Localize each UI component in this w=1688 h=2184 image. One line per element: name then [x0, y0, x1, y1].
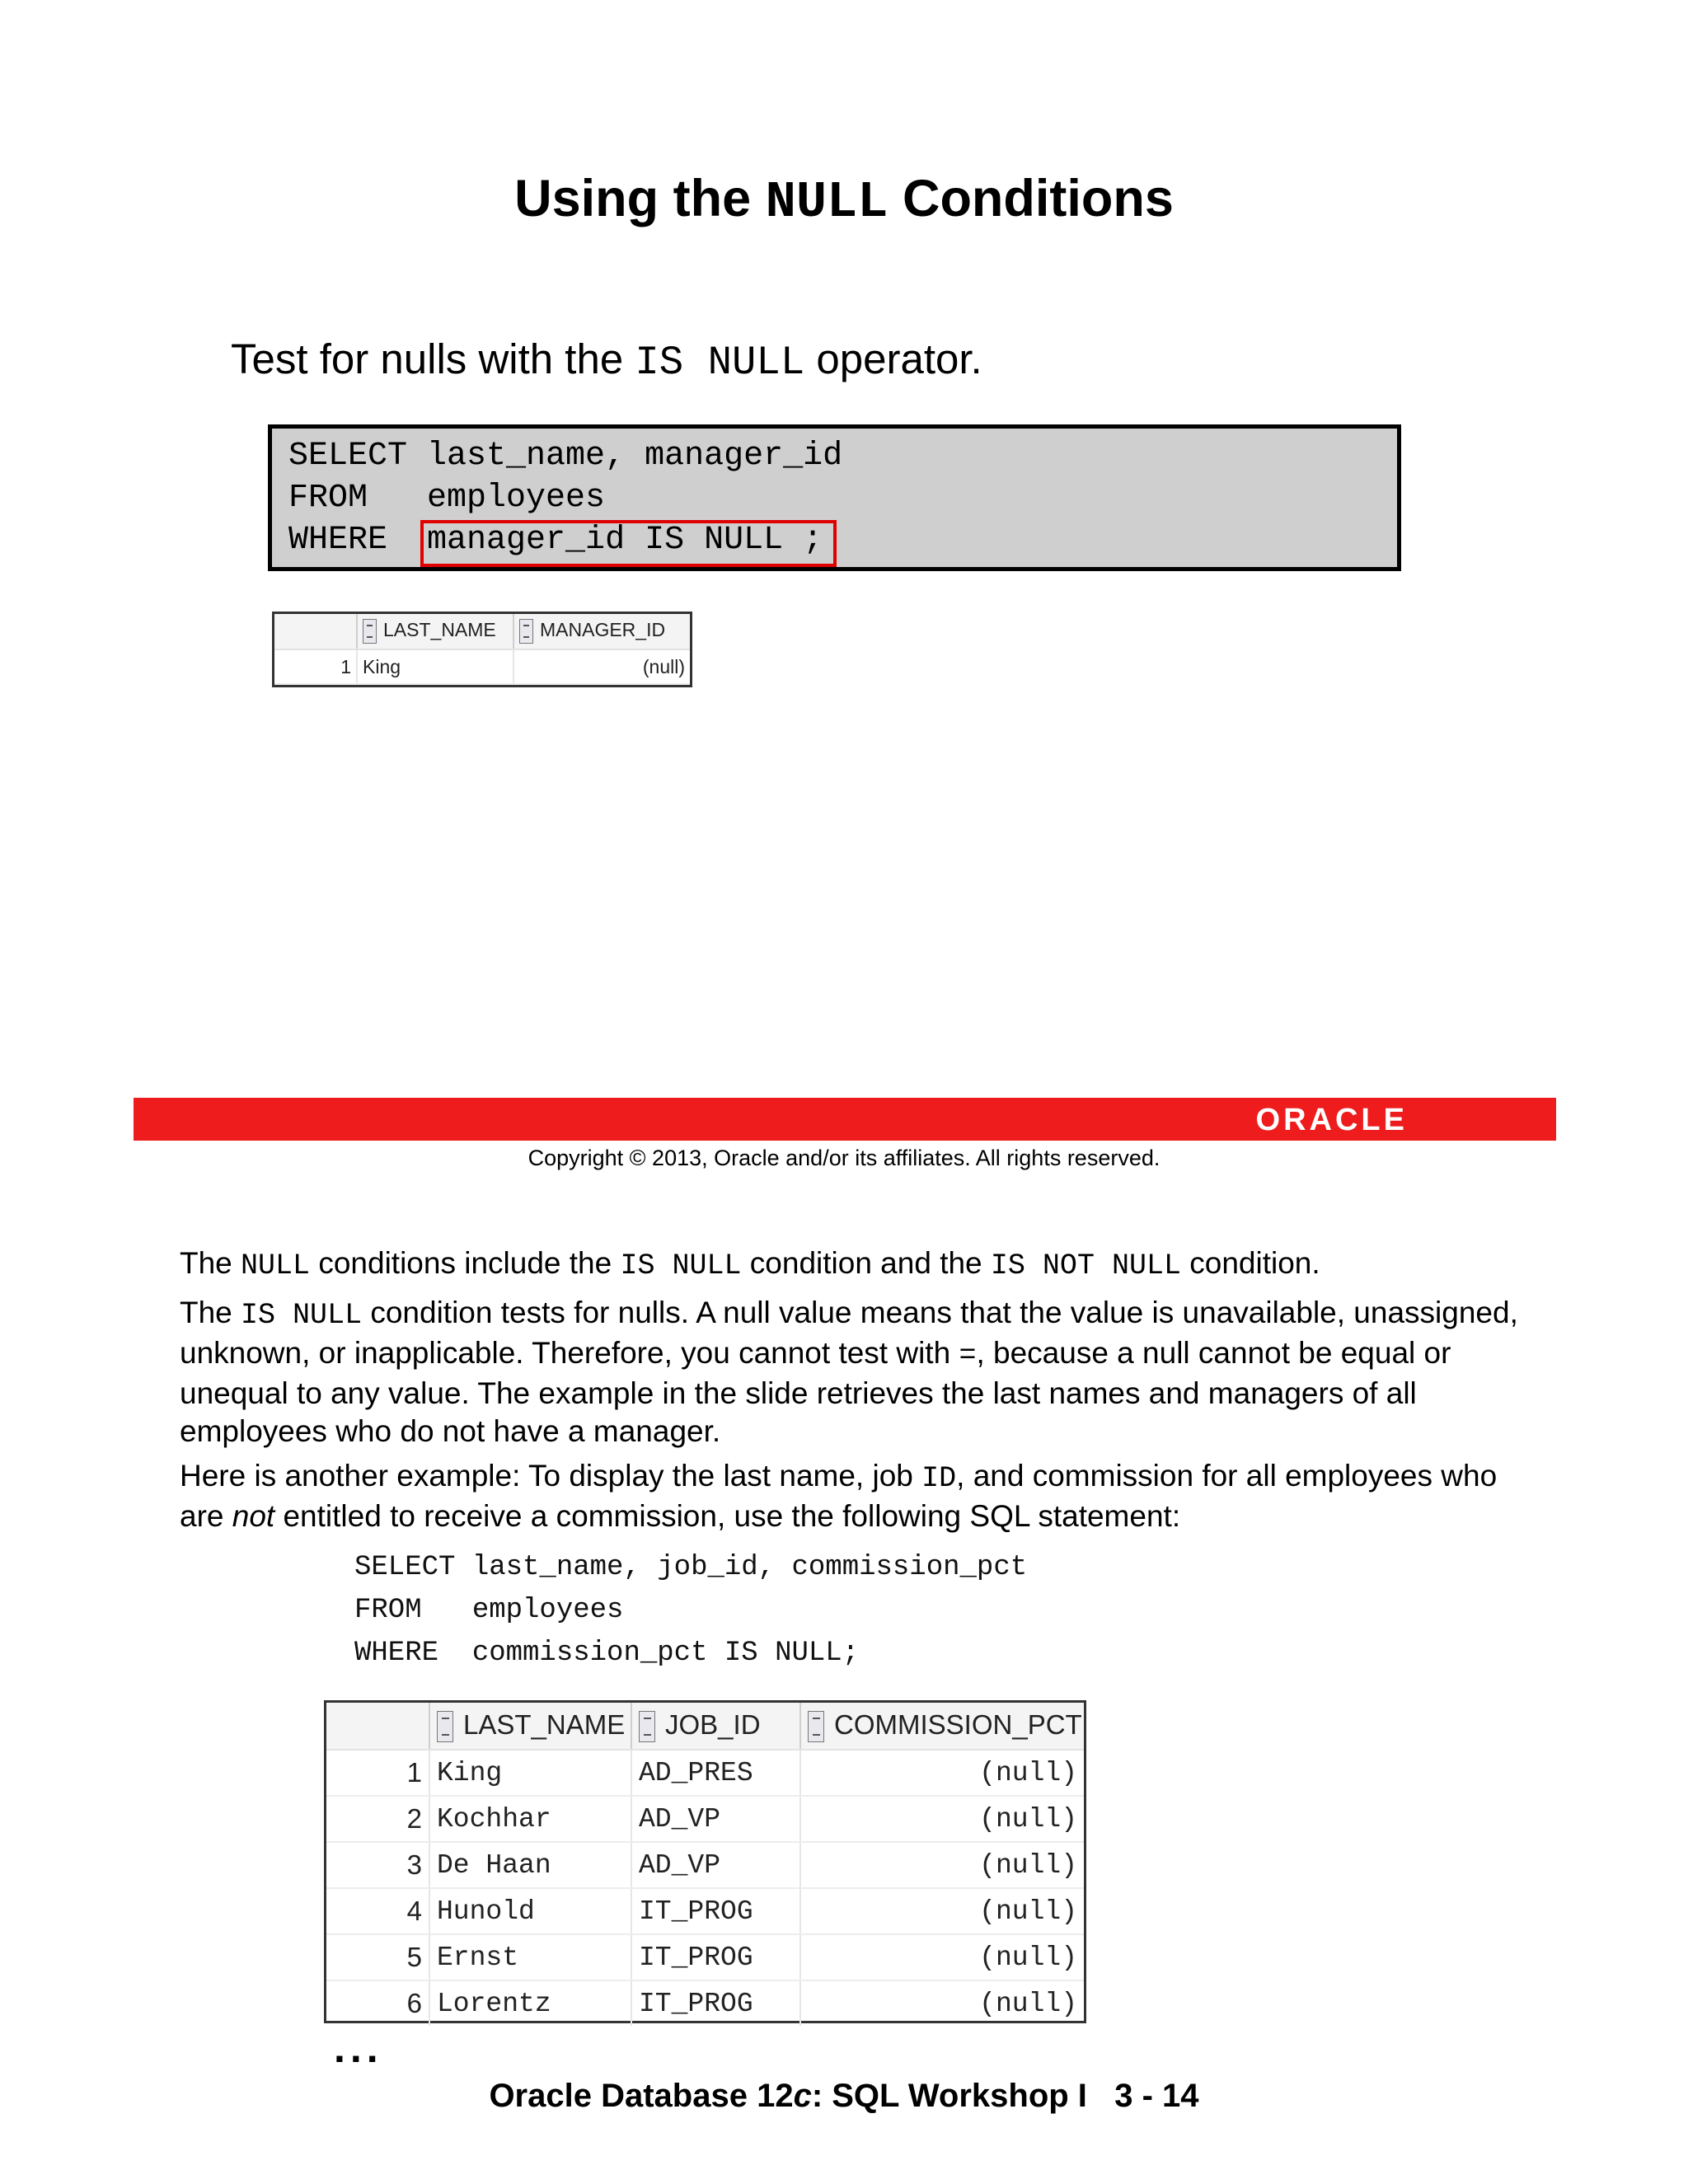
- table-row[interactable]: [274, 649, 690, 684]
- slide-result-grid: [272, 612, 692, 687]
- cell-job-id: AD_VP: [631, 1796, 800, 1842]
- row-number-header: [326, 1703, 429, 1750]
- cell-last-name: Hunold: [429, 1888, 631, 1934]
- table-row[interactable]: [326, 1796, 1084, 1842]
- cell-job-id: IT_PROG: [631, 1888, 800, 1934]
- cell-job-id: IT_PROG: [631, 1934, 800, 1980]
- code-line: FROM employees: [288, 480, 606, 517]
- cell-job-id: AD_VP: [631, 1842, 800, 1888]
- highlight-box: [420, 520, 837, 567]
- sort-icon[interactable]: [639, 1711, 655, 1742]
- cell-commission: (null): [800, 1750, 1084, 1796]
- table-row[interactable]: [326, 1842, 1084, 1888]
- cell-commission: (null): [800, 1934, 1084, 1980]
- row-number: 5: [326, 1934, 429, 1980]
- slide-intro: [231, 335, 982, 386]
- cell-job-id: IT_PROG: [631, 1980, 800, 2026]
- cell-commission: (null): [800, 1796, 1084, 1842]
- column-header-last-name[interactable]: LAST_NAME: [357, 614, 513, 649]
- code-line: WHERE manager_id IS NULL ;: [288, 522, 823, 559]
- row-number-header: [274, 614, 357, 649]
- notes-code-line: SELECT last_name, job_id, commission_pct: [354, 1552, 1028, 1583]
- notes-result-grid: [324, 1700, 1086, 2023]
- cell-last-name: Ernst: [429, 1934, 631, 1980]
- grid-header-row: [326, 1703, 1084, 1750]
- sort-icon[interactable]: [363, 619, 377, 644]
- code-line: SELECT last_name, manager_id: [288, 438, 843, 475]
- title-text-post: Conditions: [888, 170, 1174, 227]
- column-header-manager-id[interactable]: MANAGER_ID: [513, 614, 690, 649]
- intro-code: IS NULL: [635, 340, 805, 386]
- notes-code-line: WHERE commission_pct IS NULL;: [354, 1638, 860, 1669]
- row-number: 3: [326, 1842, 429, 1888]
- column-header-commission-pct[interactable]: COMMISSION_PCT: [800, 1703, 1084, 1750]
- cell-commission: (null): [979, 1988, 1077, 2019]
- grid-header-row: [274, 614, 690, 649]
- oracle-red-band: [134, 1098, 1556, 1141]
- cell-last-name: King: [357, 649, 513, 684]
- title-text-pre: Using the: [514, 170, 766, 227]
- notes-paragraph: The IS NULL condition tests for nulls. A null value means that the value is unavailable, unassigned, unknown, or inapplicable. Therefore, you cannot test with =, because a null cannot be equal or unequal to any value. The example in the slide retrieves the last names and managers of all employees who do not have a manager.: [180, 1296, 1518, 1448]
- cell-last-name: Kochhar: [429, 1796, 631, 1842]
- intro-text-post: operator.: [804, 335, 982, 382]
- cell-commission: (null): [800, 1888, 1084, 1934]
- cell-manager-id: (null): [513, 649, 690, 684]
- cell-last-name: De Haan: [429, 1842, 631, 1888]
- row-number: 1: [274, 649, 357, 684]
- row-number: 2: [326, 1796, 429, 1842]
- cell-last-name: King: [429, 1750, 631, 1796]
- intro-text-pre: Test for nulls with the: [231, 335, 635, 382]
- column-header-last-name[interactable]: LAST_NAME: [429, 1703, 631, 1750]
- row-number: 4: [326, 1888, 429, 1934]
- copyright-notice: Copyright © 2013, Oracle and/or its affiliates. All rights reserved.: [528, 1146, 1160, 1170]
- notes-code-line: FROM employees: [354, 1595, 624, 1626]
- notes-paragraph: The NULL conditions include the IS NULL condition and the IS NOT NULL condition.: [180, 1246, 1320, 1282]
- table-row[interactable]: [326, 1980, 1084, 2026]
- cell-job-id: AD_PRES: [631, 1750, 800, 1796]
- oracle-logo: ORACLE: [1255, 1103, 1408, 1137]
- table-row[interactable]: [326, 1934, 1084, 1980]
- table-row[interactable]: [326, 1888, 1084, 1934]
- table-row[interactable]: [326, 1750, 1084, 1796]
- cell-last-name: Lorentz: [429, 1980, 631, 2026]
- ellipsis: ...: [334, 2025, 383, 2071]
- sort-icon[interactable]: [808, 1711, 824, 1742]
- slide-title: [0, 170, 1688, 232]
- sql-code-box: [268, 424, 1401, 571]
- notes-paragraph: Here is another example: To display the last name, job ID, and commission for all employees who are not entitled to receive a commission, use the following SQL statement:: [180, 1459, 1498, 1533]
- sort-icon[interactable]: [519, 619, 533, 644]
- sort-icon[interactable]: [437, 1711, 453, 1742]
- page-footer: Oracle Database 12c: SQL Workshop I 3 - 14: [489, 2078, 1199, 2114]
- title-code-null: NULL: [765, 173, 889, 232]
- row-number: 6: [326, 1980, 429, 2026]
- column-header-job-id[interactable]: JOB_ID: [631, 1703, 800, 1750]
- cell-commission: (null): [800, 1842, 1084, 1888]
- row-number: 1: [326, 1750, 429, 1796]
